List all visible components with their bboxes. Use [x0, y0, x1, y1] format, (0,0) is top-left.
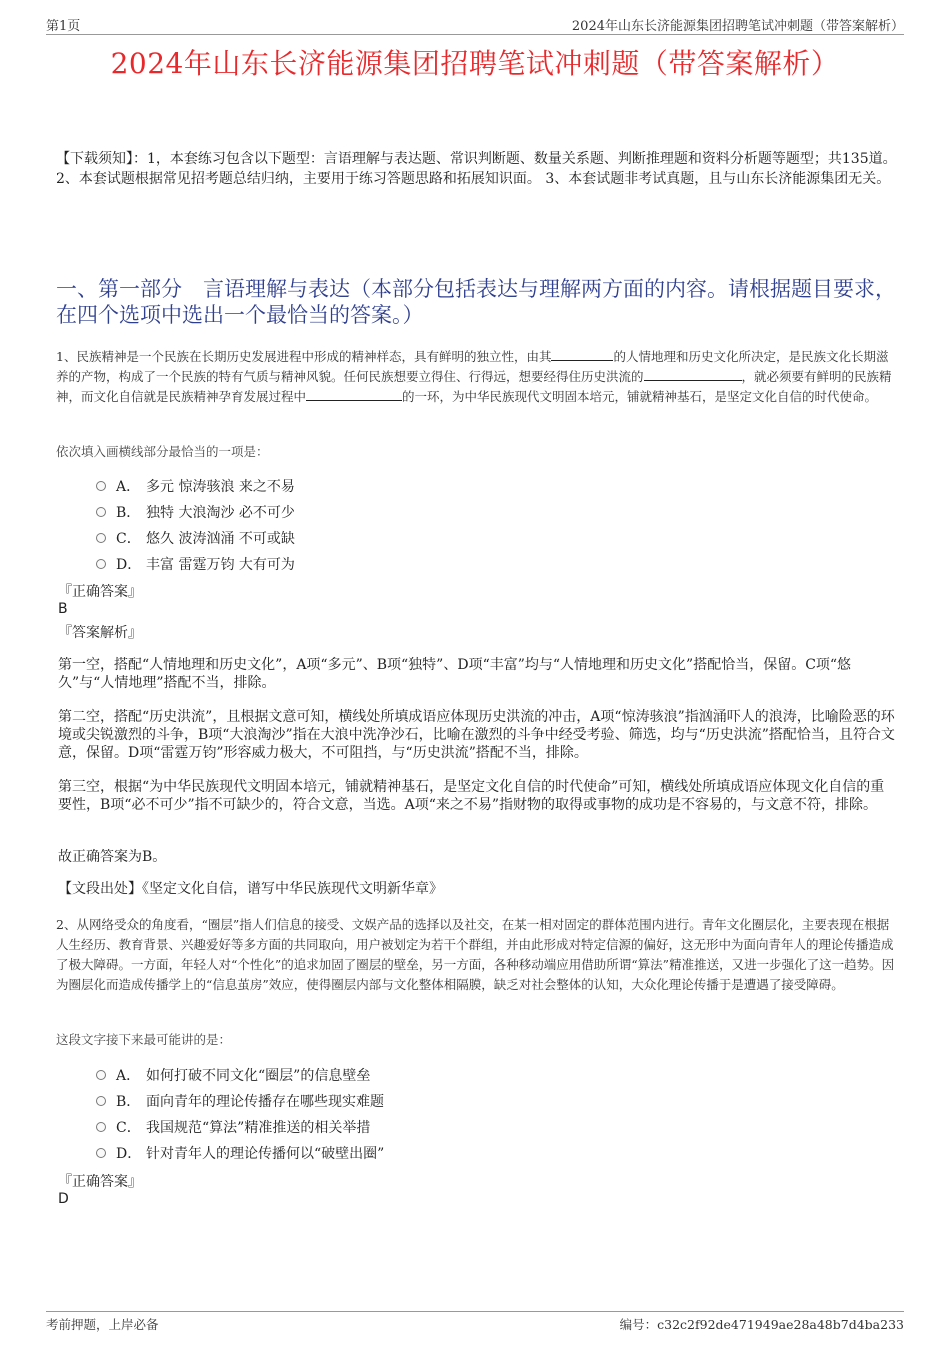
question-1-part-4: 的一环，为中华民族现代文明固本培元，铺就精神基石，是坚定文化自信的时代使命。 [402, 389, 878, 404]
option-a[interactable]: A． 多元 惊涛骇浪 来之不易 [96, 473, 295, 499]
passage-source: 【文段出处】《坚定文化自信，谱写中华民族现代文明新华章》 [58, 881, 443, 897]
answer-label: 『正确答案』 [58, 584, 142, 600]
analysis-paragraph-1: 第一空，搭配“人情地理和历史文化”，A项“多元”、B项“独特”、D项“丰富”均与“人情地理和历史文化”搭配恰当，保留。C项“悠久”与“人情地理”搭配不当，排除。 [58, 657, 852, 691]
analysis-conclusion: 故正确答案为B。 [58, 849, 167, 865]
page-header [46, 14, 904, 35]
fill-blank-1 [551, 347, 613, 361]
analysis-label: 『答案解析』 [58, 625, 142, 641]
option-c[interactable]: C． 我国规范“算法”精准推送的相关举措 [96, 1114, 384, 1140]
answer-value: B [58, 601, 68, 617]
option-d[interactable]: D． 针对青年人的理论传播何以“破壁出圈” [96, 1140, 384, 1166]
question-1-prompt: 依次填入画横线部分最恰当的一项是： [56, 444, 269, 459]
section-heading: 一、第一部分 言语理解与表达（本部分包括表达与理解两方面的内容。请根据题目要求，在四个选项中选出一个最恰当的答案。） [56, 277, 896, 327]
radio-icon[interactable] [96, 481, 106, 491]
answer-value: D [58, 1191, 69, 1207]
fill-blank-2 [644, 367, 742, 381]
question-1-part-3: ，就必须要有鲜明的民族精神，而文化自信就是民族精神孕育发展过程中 [56, 369, 892, 404]
page-footer [46, 1311, 904, 1332]
question-2-options [96, 1062, 384, 1166]
footer-slogan: 考前押题，上岸必备 [46, 1317, 159, 1332]
radio-icon[interactable] [96, 559, 106, 569]
radio-icon[interactable] [96, 533, 106, 543]
question-1-options [96, 473, 295, 577]
radio-icon[interactable] [96, 1096, 106, 1106]
answer-label: 『正确答案』 [58, 1174, 142, 1190]
radio-icon[interactable] [96, 1122, 106, 1132]
header-doc-title: 2024年山东长济能源集团招聘笔试冲刺题（带答案解析） [571, 19, 904, 34]
question-1-part-1: 1、民族精神是一个民族在长期历史发展进程中形成的精神样态，具有鲜明的独立性，由其 [56, 349, 552, 364]
analysis-paragraph-2: 第二空，搭配“历史洪流”，且根据文意可知，横线处所填成语应体现历史洪流的冲击，A项“惊涛骇浪”指汹涌吓人的浪涛，比喻险恶的环境或尖锐激烈的斗争，B项“大浪淘沙”指在大浪中洗净沙石，比喻在激烈的斗争中经受考验、筛选，均与“历史洪流”搭配恰当，且符合文意，保留。D项“雷霆万钧”形容威力极大，不可阻挡，与“历史洪流”搭配不当，排除。 [58, 709, 895, 761]
page-title: 2024年山东长济能源集团招聘笔试冲刺题（带答案解析） [110, 47, 840, 80]
fill-blank-3 [306, 387, 402, 401]
question-1-part-2: 的人情地理和历史文化所决定，是民族文化长期滋养的产物，构成了一个民族的特有气质与精神风貌。任何民族想要立得住、行得远，想要经得住历史洪流的 [56, 349, 889, 384]
question-2-text: 2、从网络受众的角度看，“圈层”指人们信息的接受、文娱产品的选择以及社交，在某一相对固定的群体范围内进行。青年文化圈层化，主要表现在根据人生经历、教育背景、兴趣爱好等多方面的共同取向，用户被划定为若干个群组，并由此形成对特定信源的偏好，这无形中为面向青年人的理论传播造成了极大障碍。一方面，年轻人对“个性化”的追求加固了圈层的壁垒，另一方面，各种移动端应用借助所谓“算法”精准推送，又进一步强化了这一趋势。因为圈层化而造成传播学上的“信息茧房”效应，使得圈层内部与文化整体相隔膜，缺乏对社会整体的认知，大众化理论传播于是遭遇了接受障碍。 [56, 917, 895, 992]
option-b[interactable]: B． 面向青年的理论传播存在哪些现实难题 [96, 1088, 384, 1114]
option-b[interactable]: B． 独特 大浪淘沙 必不可少 [96, 499, 295, 525]
page-number: 第1页 [46, 19, 81, 34]
option-d[interactable]: D． 丰富 雷霆万钧 大有可为 [96, 551, 295, 577]
option-a[interactable]: A． 如何打破不同文化“圈层”的信息壁垒 [96, 1062, 384, 1088]
question-1-text [56, 347, 898, 407]
question-2-prompt: 这段文字接下来最可能讲的是： [56, 1032, 232, 1047]
option-c[interactable]: C． 悠久 波涛汹涌 不可或缺 [96, 525, 295, 551]
analysis-paragraph-3: 第三空，根据“为中华民族现代文明固本培元，铺就精神基石，是坚定文化自信的时代使命”可知，横线处所填成语应体现文化自信的重要性，B项“必不可少”指不可缺少的，符合文意，当选。A项“来之不易”指财物的取得或事物的成功是不容易的，与文意不符，排除。 [58, 779, 885, 813]
download-notice: 【下载须知】：1，本套练习包含以下题型：言语理解与表达题、常识判断题、数量关系题、判断推理题和资料分析题等题型；共135道。 2、本套试题根据常见招考题总结归纳，主要用于练习答题思路和拓展知识面。 3、本套试题非考试真题，且与山东长济能源集团无关。 [56, 151, 897, 187]
radio-icon[interactable] [96, 1070, 106, 1080]
radio-icon[interactable] [96, 507, 106, 517]
radio-icon[interactable] [96, 1148, 106, 1158]
footer-doc-id: 编号：c32c2f92de471949ae28a48b7d4ba233 [619, 1317, 904, 1332]
